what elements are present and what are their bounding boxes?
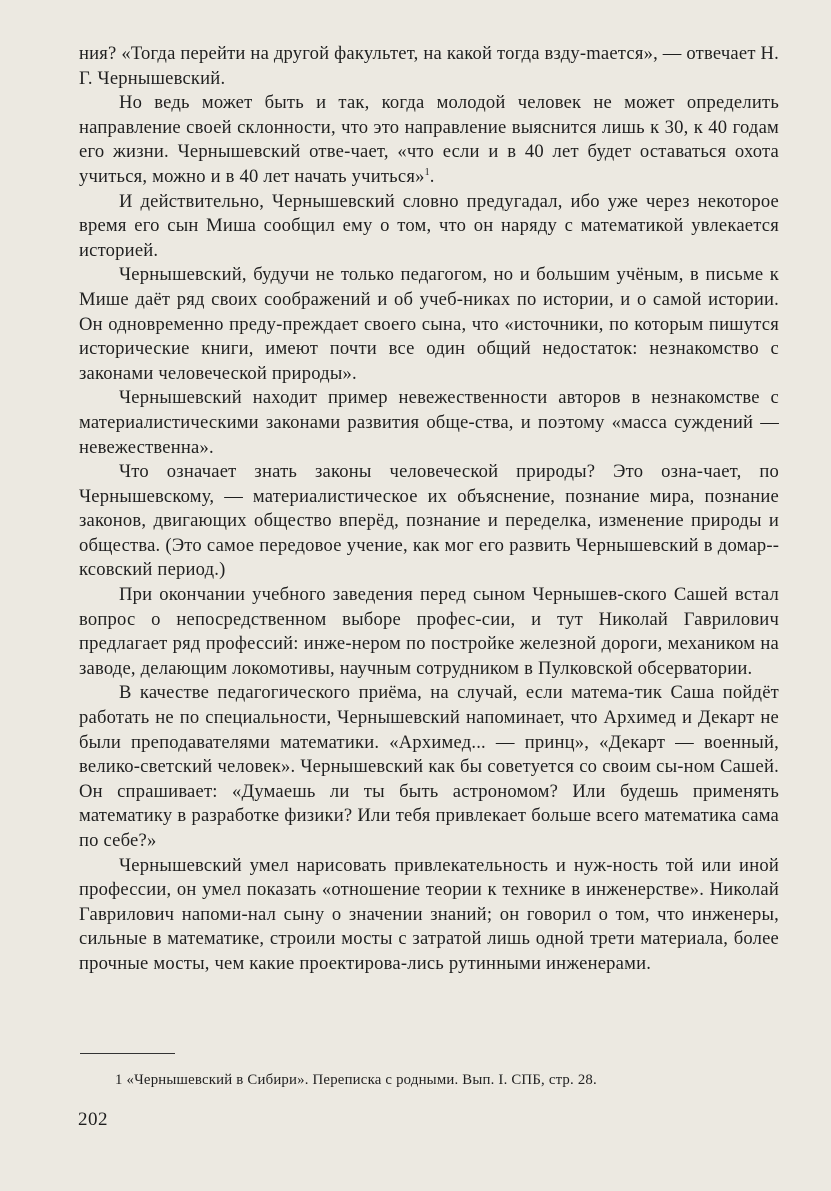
paragraph-text: Но ведь может быть и так, когда молодой человек не может определить направление своей склонности, что это направление выяснится лишь к 30, к 40 годам его жизни. Чернышевский отве-чает, «что если и в 40 лет будет оставаться охота учиться, можно и в 40 лет начать учиться» (79, 92, 779, 187)
paragraph: При окончании учебного заведения перед сыном Чернышев-ского Сашей встал вопрос о непосредственном выборе профес-сии, и тут Николай Гаврилович предлагает ряд профессий: инже-нером по постройке железной дороги, механиком на заводе, делающим локомотивы, научным сотрудником в Пулковской обсерватории. (79, 584, 779, 679)
paragraph: В качестве педагогического приёма, на случай, если матема-тик Саша пойдёт работать не по специальности, Чернышевский напоминает, что Архимед и Декарт не были преподавателями математики. «Архимед... — принц», «Декарт — военный, велико-светский человек». Чернышевский как бы советуется со своим сы-ном Сашей. Он спрашивает: «Думаешь ли ты быть астрономом? Или будешь применять математику в разработке физики? Или тебя привлекает больше всего математика сама по себе?» (79, 682, 779, 851)
paragraph: И действительно, Чернышевский словно предугадал, ибо уже через некоторое время его сын Миша сообщил ему о том, что он наряду с математикой увлекается историей. (79, 190, 779, 261)
paragraph: Чернышевский, будучи не только педагогом, но и большим учёным, в письме к Мише даёт ряд своих соображений и об учеб-никах по истории, и о самой истории. Он одновременно преду-преждает своего сына, что «источники, по которым пишутся исторические книги, имеют почти все один общий недостаток: незнакомство с законами человеческой природы». (79, 264, 779, 384)
footnote (115, 1070, 795, 1090)
footnote-text: «Чернышевский в Сибири». Переписка с родными. Вып. I. СПБ, стр. 28. (126, 1072, 597, 1088)
paragraph: Но ведь может быть и так, когда молодой человек не может определить направление своей склонности, что это направление выяснится лишь к 30, к 40 годам его жизни. Чернышевский отве-чает, «что если и в 40 лет будет оставаться охота учиться, можно и в 40 лет начать учиться»$^1$. (79, 92, 779, 187)
body-text (79, 42, 779, 977)
paragraph: ния? «Тогда перейти на другой факультет, на какой тогда взду-mается», — отвечает Н. Г. Чернышевский. (79, 43, 779, 89)
paragraph: Чернышевский умел нарисовать привлекательность и нуж-ность той или иной профессии, он умел показать «отношение теории к технике в инженерстве». Николай Гаврилович напоми-нал сыну о значении знаний; он говорил о том, что инженеры, сильные в математике, строили мосты с затратой лишь одной трети материала, более прочные мосты, чем какие проектирова-лись рутинными инженерами. (79, 854, 779, 974)
paragraph: Что означает знать законы человеческой природы? Это озна-чает, по Чернышевскому, — материалистическое их объяснение, познание мира, познание законов, двигающих общество вперёд, познание и переделка, изменение природы и общества. (Это самое передовое учение, как мог его развить Чернышевский в домар-ксовский период.) (79, 461, 779, 581)
paragraph: Чернышевский находит пример невежественности авторов в незнакомстве с материалистическими законами развития обще-ства, и поэтому «масса суждений — невежественна». (79, 387, 779, 458)
footnote-marker: 1 (115, 1072, 123, 1088)
page-number: 202 (78, 1109, 108, 1130)
footnote-reference: 1 (424, 166, 430, 178)
footnote-divider (80, 1053, 175, 1054)
